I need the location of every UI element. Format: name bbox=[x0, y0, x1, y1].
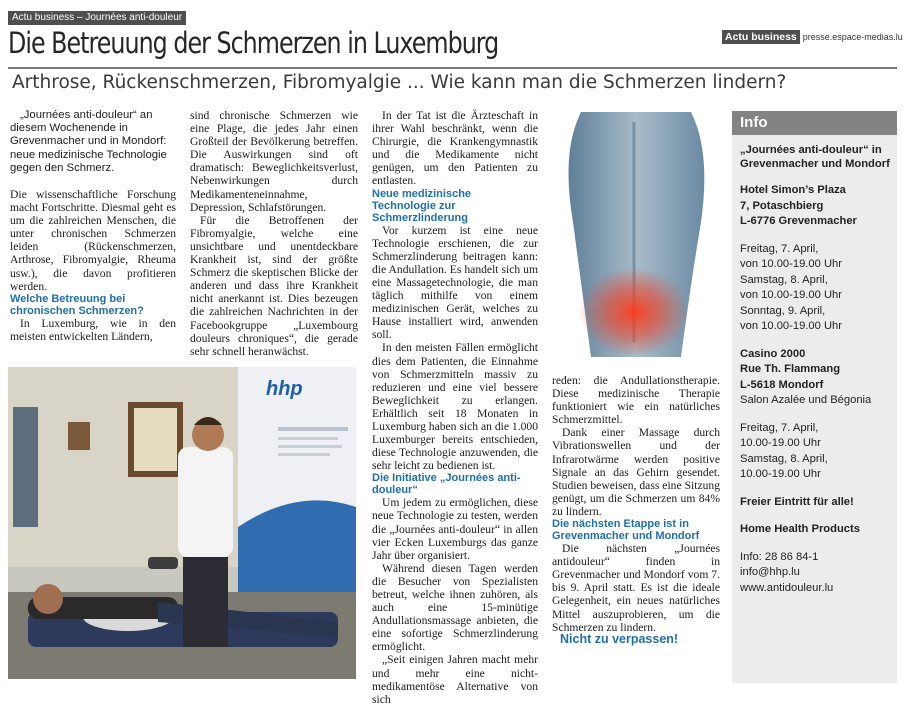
paragraph: „Seit einigen Jahren macht mehr und mehr eine nicht-medikamentöse Alternative von sich bbox=[372, 653, 538, 706]
article-title: Die Betreuung der Schmerzen in Luxemburg bbox=[8, 26, 499, 60]
contact-email: info@hhp.lu bbox=[740, 566, 800, 578]
paragraph: Vor kurzem ist eine neue Technologie erschienen, die zur Schmerzlinderung beitragen kann: die Andullation. Es handelt sich um eine Massagetechnologie, die man täglich mithilfe von einem medizinischen Gerät, welches zu Hause installiert wird, anwenden soll. bbox=[372, 223, 538, 342]
section-heading: Welche Betreuung bei chronischen Schmerzen? bbox=[10, 292, 144, 317]
venue-room: Salon Azalée und Bégonia bbox=[740, 394, 872, 406]
contact-website: www.antidouleur.lu bbox=[740, 581, 834, 594]
free-entry-note: Freier Eintritt für alle! bbox=[740, 495, 854, 508]
event-date: Sonntag, 9. April, bbox=[740, 304, 826, 317]
paragraph: Die wissenschaftliche Forschung macht Fortschritte. Diesmal geht es um die zahlreichen Menschen, die unter chronischen Schmerzen leiden (Rückenschmerzen, Arthrose, Fibromyalgie, Rheuma usw.), die davon profitieren werden. bbox=[10, 188, 176, 293]
source-url: presse.espace-medias.lu bbox=[802, 32, 903, 42]
intro-paragraph: „Journées anti-douleur“ an diesem Wochenende in Grevenmacher und in Mondorf: neue medizinische Technologie gegen den Schmerz. bbox=[10, 109, 167, 174]
event-time: von 10.00-19.00 Uhr bbox=[740, 320, 842, 332]
section-kicker: Actu business – Journées anti-douleur bbox=[8, 11, 186, 25]
paragraph: sind chronische Schmerzen wie eine Plage, die jedes Jahr einen Großteil der Bevölkerung betreffen. Die Auswirkungen sind oft dramatisch: Beweglichkeitsverlust, Nebenwirkungen durch Medikamenteneinnahme, Depression, Schlafstörungen. bbox=[190, 109, 358, 214]
info-body bbox=[740, 144, 895, 596]
treatment-photo-illustration bbox=[8, 367, 356, 679]
article-column-1 bbox=[10, 109, 176, 343]
event-date: Samstag, 8. April, bbox=[740, 273, 828, 286]
treatment-photo bbox=[8, 367, 356, 679]
section-heading: Neue medizinische Technologie zur Schmerzlinderung bbox=[372, 187, 472, 224]
event-time: 10.00-19.00 Uhr bbox=[740, 437, 821, 449]
venue-address: Rue Th. Flammang bbox=[740, 363, 841, 375]
event-time: 10.00-19.00 Uhr bbox=[740, 468, 821, 480]
back-pain-illustration bbox=[551, 112, 718, 357]
paragraph: reden: die Andullationstherapie. Diese medizinische Therapie funktioniert wie ein natürliches Schmerzmittel. bbox=[552, 374, 720, 427]
paragraph: Für die Betroffenen der Fibromyalgie, welche eine unsichtbare und unentdeckbare Krankheit ist, sind der größte Schmerz die skeptischen Blicke der anderen und dass ihre Krankheit nicht anerkannt ist. Dies bezeugen die zahlreichen Nachrichten in der Facebookgruppe „Luxembourg douleurs chroniques“, die gerade sehr schnell heranwächst. bbox=[190, 213, 358, 358]
section-heading: Die nächsten Etappe ist in Grevenmacher und Mondorf bbox=[552, 518, 700, 543]
hhp-logo: hhp bbox=[266, 378, 303, 400]
event-date: Freitag, 7. April, bbox=[740, 242, 819, 255]
back-pain-photo bbox=[551, 112, 718, 357]
event-date: Freitag, 7. April, bbox=[740, 421, 819, 434]
info-headline: „Journées anti-douleur“ in Grevenmacher und Mondorf bbox=[740, 144, 890, 170]
event-time: von 10.00-19.00 Uhr bbox=[740, 258, 842, 270]
source-label: Actu business bbox=[722, 30, 800, 44]
article-column-4 bbox=[552, 374, 720, 634]
contact-phone: Info: 28 86 84-1 bbox=[740, 550, 819, 563]
article-column-2 bbox=[190, 109, 358, 358]
info-header: Info bbox=[732, 111, 897, 135]
venue-name: Casino 2000 bbox=[740, 347, 806, 360]
venue-name: Hotel Simon’s Plaza bbox=[740, 184, 846, 196]
article-subtitle: Arthrose, Rückenschmerzen, Fibromyalgie ... Wie kann man die Schmerzen lindern? bbox=[12, 72, 787, 93]
event-date: Samstag, 8. April, bbox=[740, 452, 828, 465]
company-name: Home Health Products bbox=[740, 523, 860, 535]
paragraph: In der Tat ist die Ärzteschaft in ihrer Wahl beschränkt, wenn die Chirurgie, die Krankengymnastik und die Medikamente nicht genügen, um den Patienten zu entlasten. bbox=[372, 109, 538, 188]
paragraph: Während diesen Tagen werden die Besucher von Spezialisten betreut, welche ihnen zuhören, als auch eine 15-minütige Andullationsmassage anbieten, die eine sofortige Schmerzlinderung ermöglicht. bbox=[372, 561, 538, 654]
paragraph: Um jedem zu ermöglichen, diese neue Technologie zu testen, werden die „Journées anti-douleur“ in allen vier Ecken Luxemburgs das ganze Jahr über organisiert. bbox=[372, 496, 538, 562]
paragraph: In Luxemburg, wie in den meisten entwickelten Ländern, bbox=[10, 316, 176, 343]
paragraph: Dank einer Massage durch Vibrationswellen und der Infrarotwärme werden positive Signale an das Gehirn gesendet. Studien beweisen, dass eine Sitzung genügt, um die Schmerzen um 84% zu lindern. bbox=[552, 426, 720, 518]
call-to-action: Nicht zu verpassen! bbox=[560, 632, 679, 646]
section-heading: Die Initiative „Journées anti-douleur“ bbox=[372, 472, 521, 497]
venue-city: L-6776 Grevenmacher bbox=[740, 215, 857, 227]
venue-address: 7, Potaschbierg bbox=[740, 199, 824, 212]
venue-city: L-5618 Mondorf bbox=[740, 378, 824, 391]
paragraph: In den meisten Fällen ermöglicht dies dem Patienten, die Einnahme von Schmerzmitteln massiv zu reduzieren und eine viel bessere Beweglichkeit zu erlangen. Erhältlich seit 18 Monaten in Luxemburg haben sich an die 1.000 Luxemburger bereits entschieden, diese Technologie anzuwenden, die sehr leicht zu bedienen ist. bbox=[372, 341, 538, 473]
title-divider bbox=[8, 67, 897, 69]
paragraph: Die nächsten „Journées antidouleur“ finden in Grevenmacher und Mondorf vom 7. bis 9. April statt. Es ist die ideale Gelegenheit, ein neues natürliches Mittel auszuprobieren, um die Schmerzen zu lindern. bbox=[552, 542, 720, 634]
source-tag bbox=[722, 31, 903, 43]
event-time: von 10.00-19.00 Uhr bbox=[740, 289, 842, 301]
article-column-3 bbox=[372, 109, 538, 706]
